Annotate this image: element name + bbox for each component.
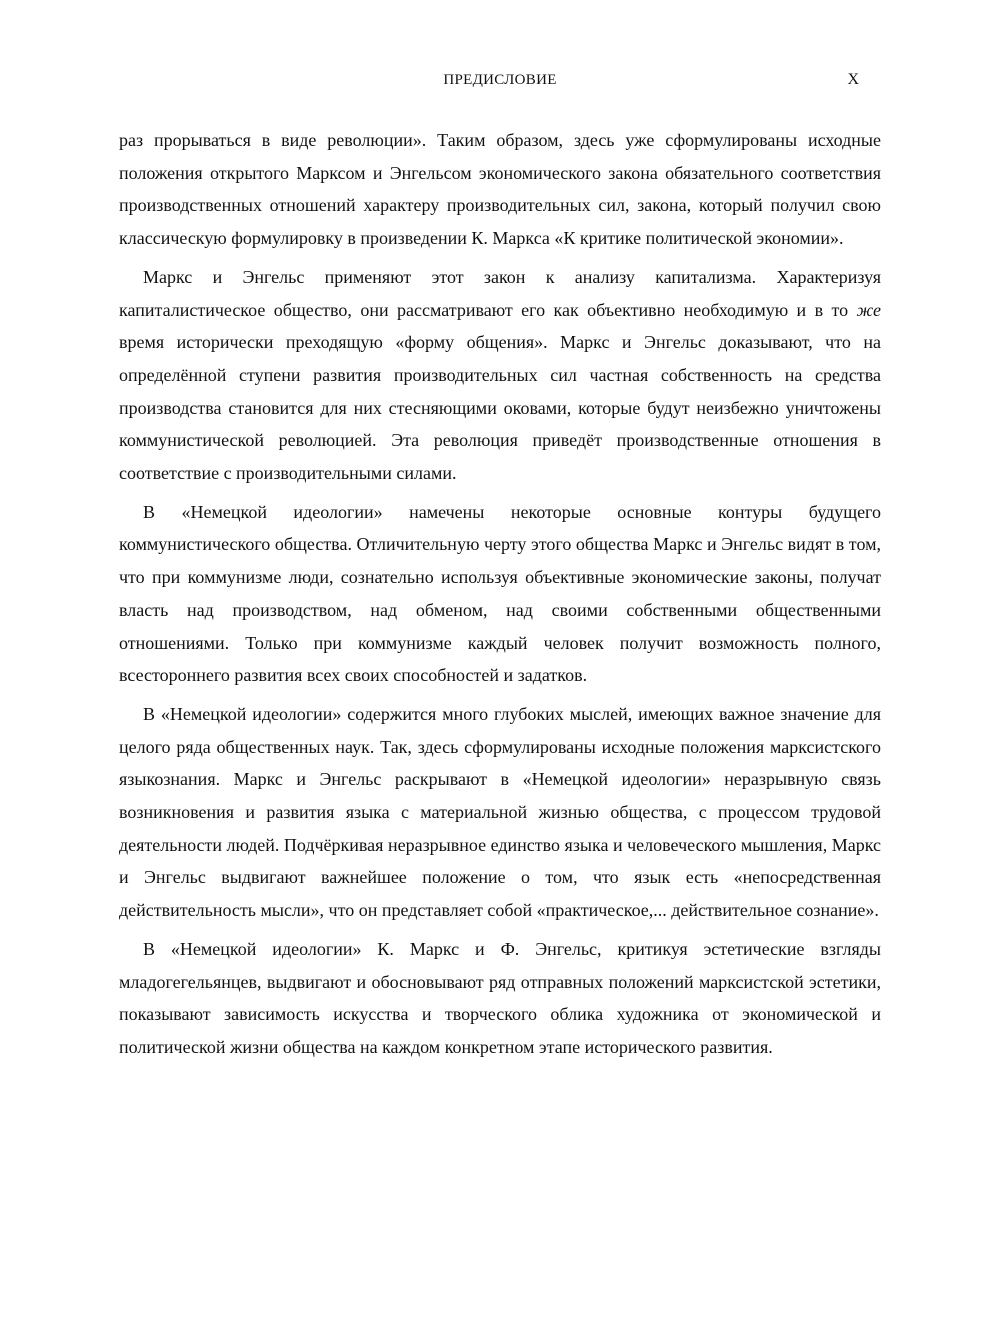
paragraph-1: раз прорываться в виде революции». Таким образом, здесь уже сформулированы исходные положения открытого Марксом и Энгельсом экономического закона обязательного соответствия производственных отношений характеру производительных сил, закона, который получил свою классическую формулировку в произведении К. Маркса «К критике политической экономии». <box>119 130 881 249</box>
paragraph-2 <box>119 261 881 490</box>
paragraph-2-part-a: Маркс и Энгельс применяют этот закон к анализу капитализма. Характеризуя капиталистическое общество, они рассматривают его как объективно необходимую и в то <box>119 266 881 320</box>
paragraph-2-emphasis: же <box>856 299 881 320</box>
paragraph-3: В «Немецкой идеологии» намечены некоторые основные контуры будущего коммунистического общества. Отличительную черту этого общества Маркс и Энгельс видят в том, что при коммунизме люди, сознательно используя объективные экономические законы, получат власть над производством, над обменом, над своими собственными общественными отношениями. Только при коммунизме каждый человек получит возможность полного, всестороннего развития всех своих способностей и задатков. <box>119 501 881 686</box>
text-body <box>119 124 881 1070</box>
paragraph-5: В «Немецкой идеологии» К. Маркс и Ф. Энгельс, критикуя эстетические взгляды младогегельянцев, выдвигают и обосновывают ряд отправных положений марксистской эстетики, показывают зависимость искусства и творческого облика художника от экономической и политической жизни общества на каждом конкретном этапе исторического развития. <box>119 938 881 1057</box>
page-number: X <box>847 71 859 88</box>
paragraph-4: В «Немецкой идеологии» содержится много глубоких мыслей, имеющих важное значение для целого ряда общественных наук. Так, здесь сформулированы исходные положения марксистского языкознания. Маркс и Энгельс раскрывают в «Немецкой идеологии» неразрывную связь возникновения и развития языка с материальной жизнью общества, с процессом трудовой деятельности людей. Подчёркивая неразрывное единство языка и человеческого мышления, Маркс и Энгельс выдвигают важнейшее положение о том, что язык есть «непосредственная действительность мысли», что он представляет собой «практическое,... действительное сознание». <box>119 703 881 921</box>
paragraph-2-part-b: время исторически преходящую «форму общения». Маркс и Энгельс доказывают, что на определённой ступени развития производительных сил частная собственность на средства производства становится для них стесняющими оковами, которые будут неизбежно уничтожены коммунистической революцией. Эта революция приведёт производственные отношения в соответствие с производительными силами. <box>119 332 881 484</box>
running-title: ПРЕДИСЛОВИЕ <box>443 72 557 88</box>
running-header <box>0 70 1000 90</box>
